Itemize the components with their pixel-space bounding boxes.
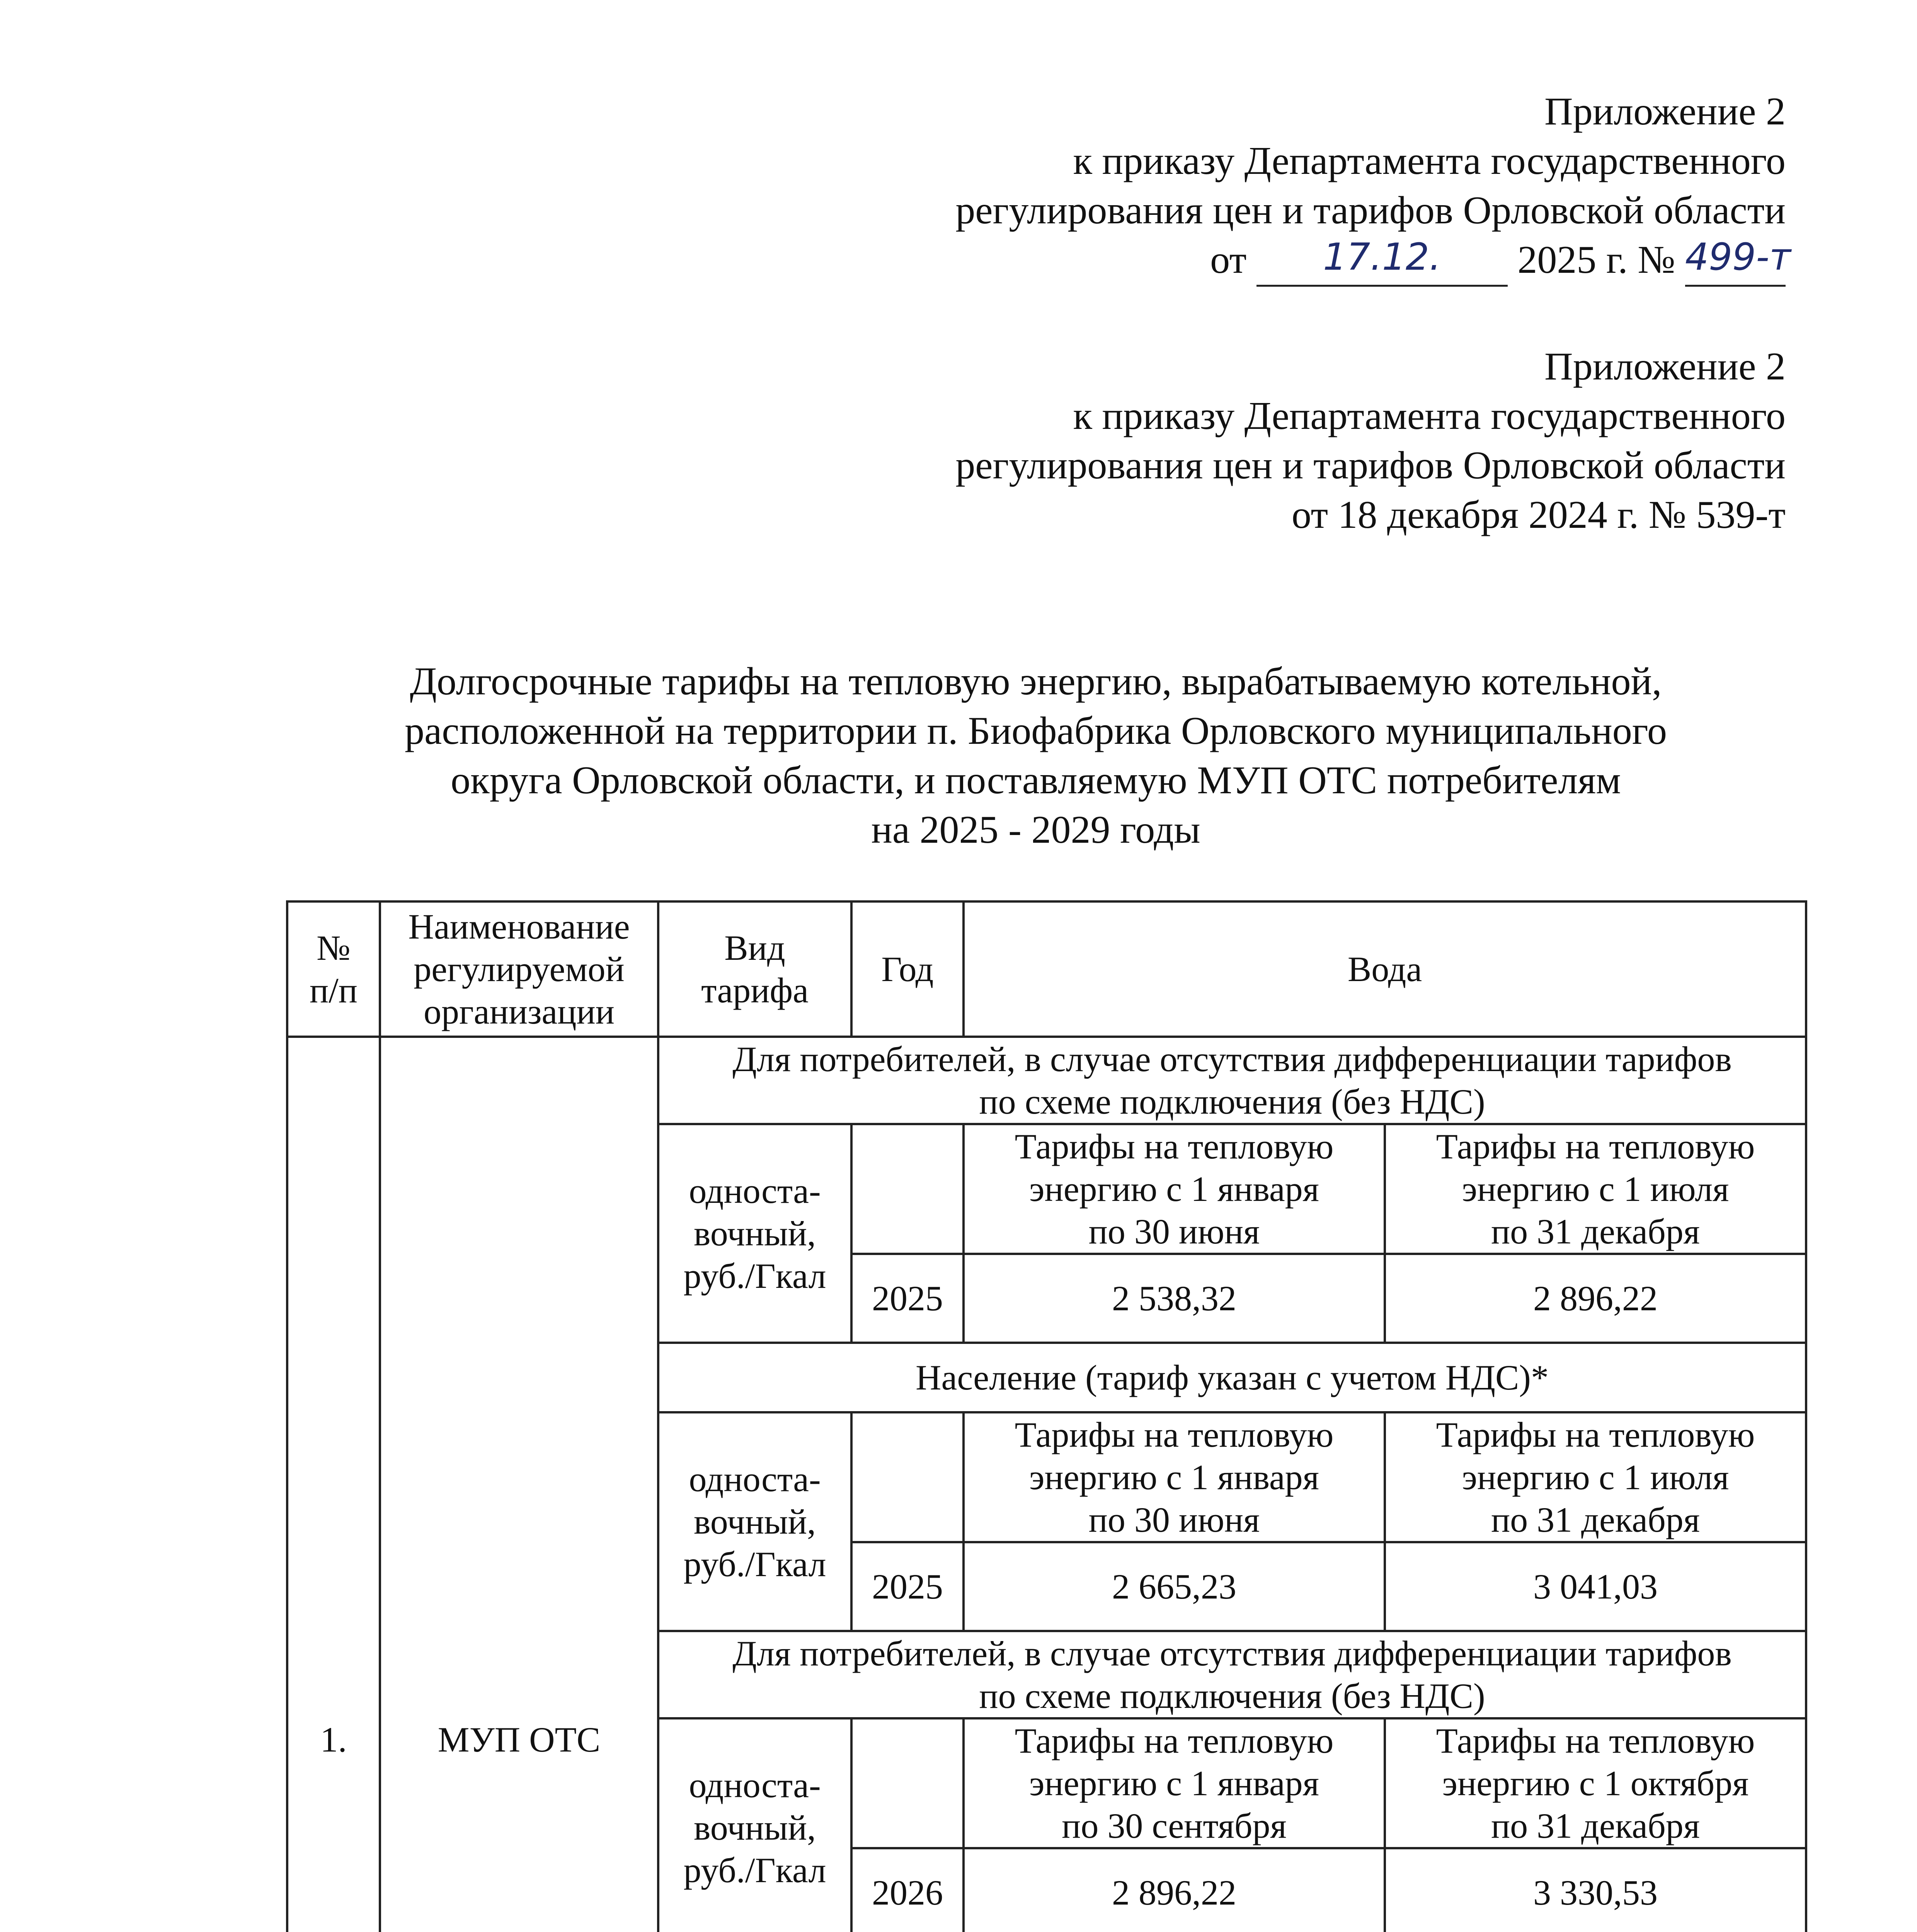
table-row bbox=[287, 1037, 1806, 1124]
header-type: Вид тарифа bbox=[658, 901, 851, 1037]
date-year: 2025 г. № bbox=[1517, 238, 1675, 282]
period2-label: Тарифы на тепловую энергию с 1 июля по 31 декабря bbox=[1385, 1412, 1806, 1542]
header-current-line2: к приказу Департамента государственного bbox=[1073, 139, 1786, 183]
title-line2: расположенной на территории п. Биофабрика Орловского муниципального bbox=[404, 709, 1667, 753]
header-current-line1: Приложение 2 bbox=[1544, 90, 1786, 133]
header-water: Вода bbox=[964, 901, 1806, 1037]
title-line3: округа Орловской области, и поставляемую МУП ОТС потребителям bbox=[451, 759, 1621, 802]
value1-cell: 2 665,23 bbox=[964, 1542, 1385, 1631]
number-blank bbox=[1685, 235, 1791, 287]
tariff-type: односта- вочный, руб./Гкал bbox=[658, 1412, 851, 1631]
period1-label: Тарифы на тепловую энергию с 1 января по 30 сентября bbox=[964, 1718, 1385, 1848]
value1-cell: 2 538,32 bbox=[964, 1254, 1385, 1343]
header-previous-line4: от 18 декабря 2024 г. № 539-т bbox=[1291, 493, 1786, 537]
header-current bbox=[955, 87, 1791, 287]
header-previous-line1: Приложение 2 bbox=[1544, 345, 1786, 388]
header-previous bbox=[955, 342, 1786, 540]
header-year: Год bbox=[851, 901, 964, 1037]
header-current-line3: регулирования цен и тарифов Орловской области bbox=[955, 189, 1786, 232]
section-title: Для потребителей, в случае отсутствия дифференциации тарифов по схеме подключения (без НДС) bbox=[658, 1037, 1806, 1124]
year-cell: 2025 bbox=[851, 1254, 964, 1343]
tariff-type: односта- вочный, руб./Гкал bbox=[658, 1124, 851, 1343]
year-empty bbox=[851, 1124, 964, 1254]
header-num: № п/п bbox=[287, 901, 380, 1037]
year-cell: 2025 bbox=[851, 1542, 964, 1631]
header-current-date-line bbox=[955, 235, 1791, 287]
period2-label: Тарифы на тепловую энергию с 1 октября по 31 декабря bbox=[1385, 1718, 1806, 1848]
value2-cell: 3 041,03 bbox=[1385, 1542, 1806, 1631]
row-number: 1. bbox=[287, 1037, 380, 1932]
header-previous-line3: регулирования цен и тарифов Орловской области bbox=[955, 444, 1786, 487]
header-org: Наименование регулируемой организации bbox=[380, 901, 658, 1037]
period1-label: Тарифы на тепловую энергию с 1 января по 30 июня bbox=[964, 1412, 1385, 1542]
year-empty bbox=[851, 1718, 964, 1848]
value2-cell: 2 896,22 bbox=[1385, 1254, 1806, 1343]
year-empty bbox=[851, 1412, 964, 1542]
tariff-table bbox=[286, 900, 1807, 1932]
year-cell: 2026 bbox=[851, 1848, 964, 1932]
period1-label: Тарифы на тепловую энергию с 1 января по 30 июня bbox=[964, 1124, 1385, 1254]
org-name: МУП ОТС bbox=[380, 1037, 658, 1932]
document-title bbox=[271, 657, 1801, 855]
date-blank bbox=[1256, 235, 1508, 287]
value1-cell: 2 896,22 bbox=[964, 1848, 1385, 1932]
handwritten-number: 499-т bbox=[1685, 235, 1791, 279]
tariff-type: односта- вочный, руб./Гкал bbox=[658, 1718, 851, 1932]
date-prefix: от bbox=[1210, 238, 1247, 282]
period2-label: Тарифы на тепловую энергию с 1 июля по 31 декабря bbox=[1385, 1124, 1806, 1254]
header-previous-line2: к приказу Департамента государственного bbox=[1073, 394, 1786, 438]
value2-cell: 3 330,53 bbox=[1385, 1848, 1806, 1932]
section-title: Для потребителей, в случае отсутствия дифференциации тарифов по схеме подключения (без НДС) bbox=[658, 1631, 1806, 1718]
title-line4: на 2025 - 2029 годы bbox=[871, 808, 1200, 852]
table-header-row bbox=[287, 901, 1806, 1037]
title-line1: Долгосрочные тарифы на тепловую энергию, вырабатываемую котельной, bbox=[410, 660, 1662, 703]
section-title: Население (тариф указан с учетом НДС)* bbox=[658, 1343, 1806, 1412]
handwritten-date: 17.12. bbox=[1323, 235, 1441, 279]
